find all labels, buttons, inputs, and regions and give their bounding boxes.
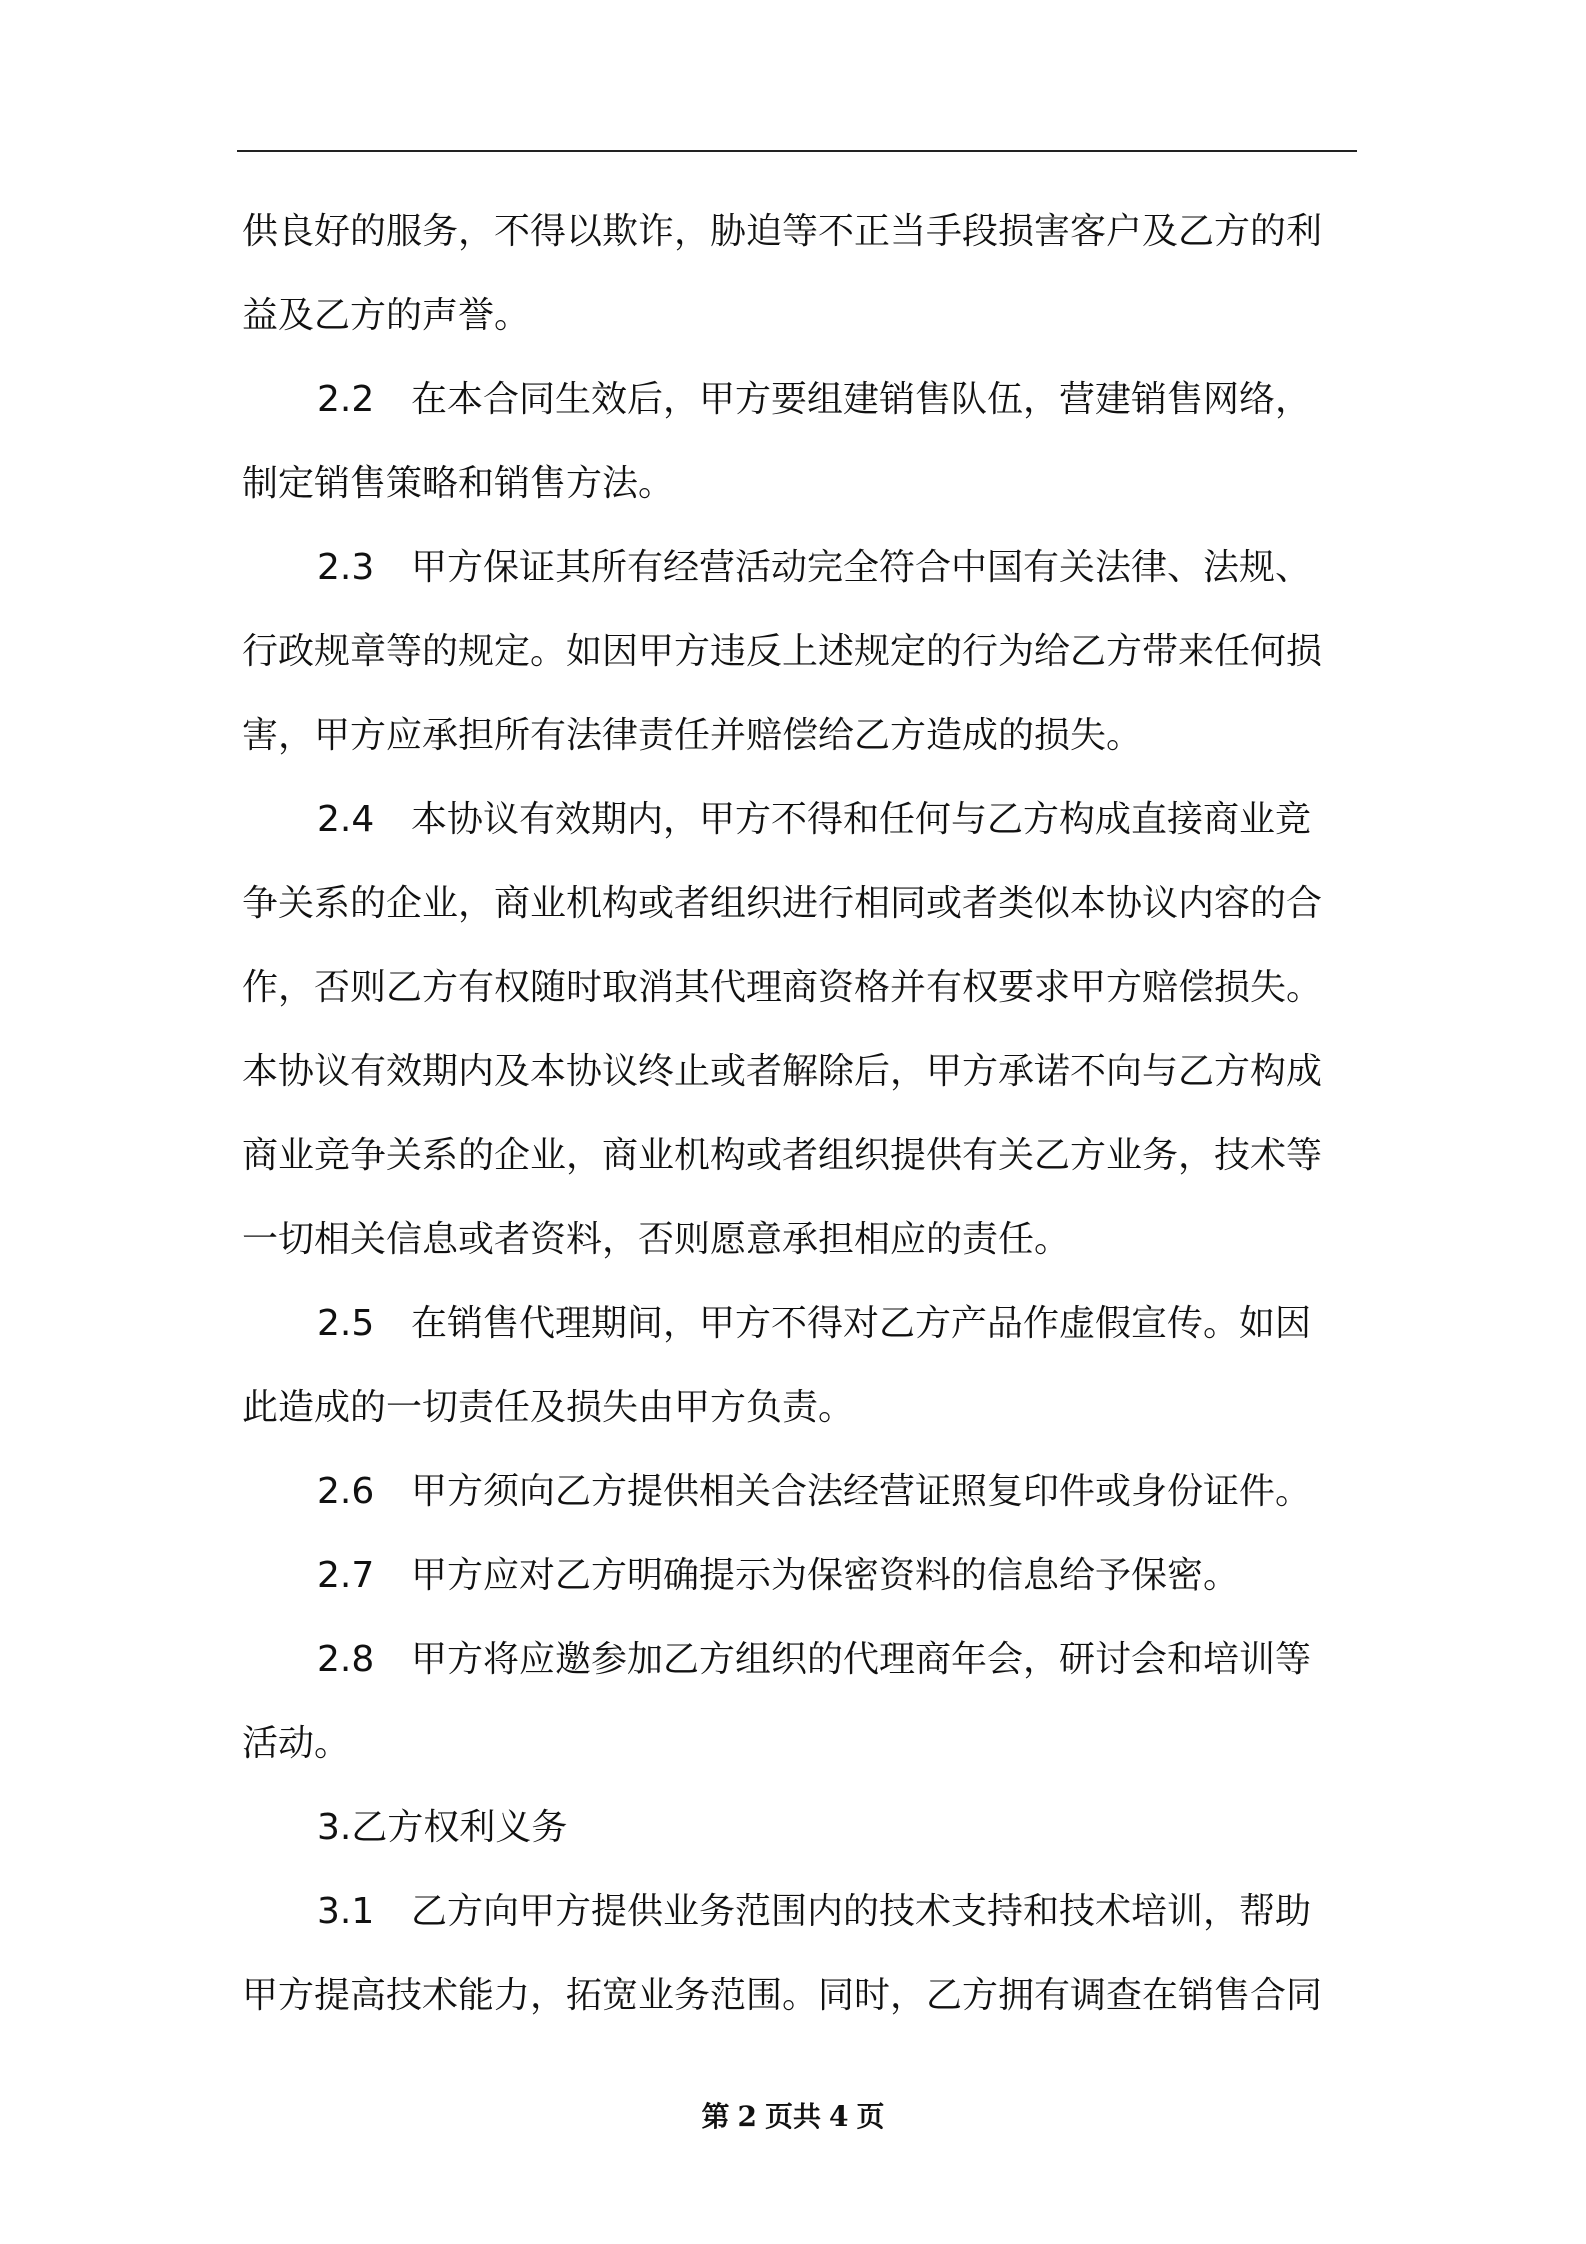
- clause-number: 3.1: [317, 1891, 375, 1932]
- clause-number: 2.2: [317, 379, 375, 420]
- clause-line: [242, 1870, 1357, 1954]
- clause-number: 2.8: [317, 1639, 375, 1680]
- body-line: 作，否则乙方有权随时取消其代理商资格并有权要求甲方赔偿损失。: [242, 967, 1323, 1008]
- footer-mid: 页共: [764, 2100, 821, 2133]
- total-page-count: 4: [829, 2100, 849, 2133]
- clause-text: 甲方将应邀参加乙方组织的代理商年会，研讨会和培训等: [411, 1639, 1312, 1680]
- header-rule: [237, 150, 1357, 152]
- section-heading: 3.乙方权利义务: [317, 1807, 568, 1848]
- clause-text: 甲方须向乙方提供相关合法经营证照复印件或身份证件。: [411, 1471, 1312, 1512]
- body-line: 此造成的一切责任及损失由甲方负责。: [242, 1387, 855, 1428]
- current-page-number: 2: [737, 2100, 757, 2133]
- body-line: 益及乙方的声誉。: [242, 295, 531, 336]
- clause-line: [242, 1534, 1357, 1618]
- clause-line: [242, 526, 1357, 610]
- clause-line: [242, 358, 1357, 442]
- clause-text: 甲方保证其所有经营活动完全符合中国有关法律、法规、: [411, 547, 1312, 588]
- body-line: 争关系的企业，商业机构或者组织进行相同或者类似本协议内容的合: [242, 883, 1323, 924]
- clause-line: [242, 778, 1357, 862]
- body-line: 制定销售策略和销售方法。: [242, 463, 675, 504]
- body-line: 商业竞争关系的企业，商业机构或者组织提供有关乙方业务，技术等: [242, 1135, 1323, 1176]
- body-line: 行政规章等的规定。如因甲方违反上述规定的行为给乙方带来任何损: [242, 631, 1323, 672]
- clause-text: 在本合同生效后，甲方要组建销售队伍，营建销售网络，: [411, 379, 1312, 420]
- page-footer: [0, 2095, 1586, 2135]
- footer-suffix: 页: [856, 2100, 885, 2133]
- body-line: 供良好的服务，不得以欺诈，胁迫等不正当手段损害客户及乙方的利: [242, 211, 1323, 252]
- document-body: [242, 190, 1357, 2038]
- body-line: 一切相关信息或者资料，否则愿意承担相应的责任。: [242, 1219, 1071, 1260]
- body-line: 害，甲方应承担所有法律责任并赔偿给乙方造成的损失。: [242, 715, 1143, 756]
- body-line: 活动。: [242, 1723, 351, 1764]
- clause-line: [242, 1618, 1357, 1702]
- clause-number: 2.4: [317, 799, 375, 840]
- clause-number: 2.6: [317, 1471, 375, 1512]
- clause-number: 2.5: [317, 1303, 375, 1344]
- clause-text: 乙方向甲方提供业务范围内的技术支持和技术培训，帮助: [411, 1891, 1312, 1932]
- clause-number: 2.3: [317, 547, 375, 588]
- footer-prefix: 第: [701, 2100, 730, 2133]
- body-line: 甲方提高技术能力，拓宽业务范围。同时，乙方拥有调查在销售合同: [242, 1975, 1323, 2016]
- clause-text: 在销售代理期间，甲方不得对乙方产品作虚假宣传。如因: [411, 1303, 1312, 1344]
- clause-line: [242, 1450, 1357, 1534]
- body-line: 本协议有效期内及本协议终止或者解除后，甲方承诺不向与乙方构成: [242, 1051, 1323, 1092]
- clause-line: [242, 1282, 1357, 1366]
- clause-text: 甲方应对乙方明确提示为保密资料的信息给予保密。: [411, 1555, 1240, 1596]
- clause-number: 2.7: [317, 1555, 375, 1596]
- clause-text: 本协议有效期内，甲方不得和任何与乙方构成直接商业竞: [411, 799, 1312, 840]
